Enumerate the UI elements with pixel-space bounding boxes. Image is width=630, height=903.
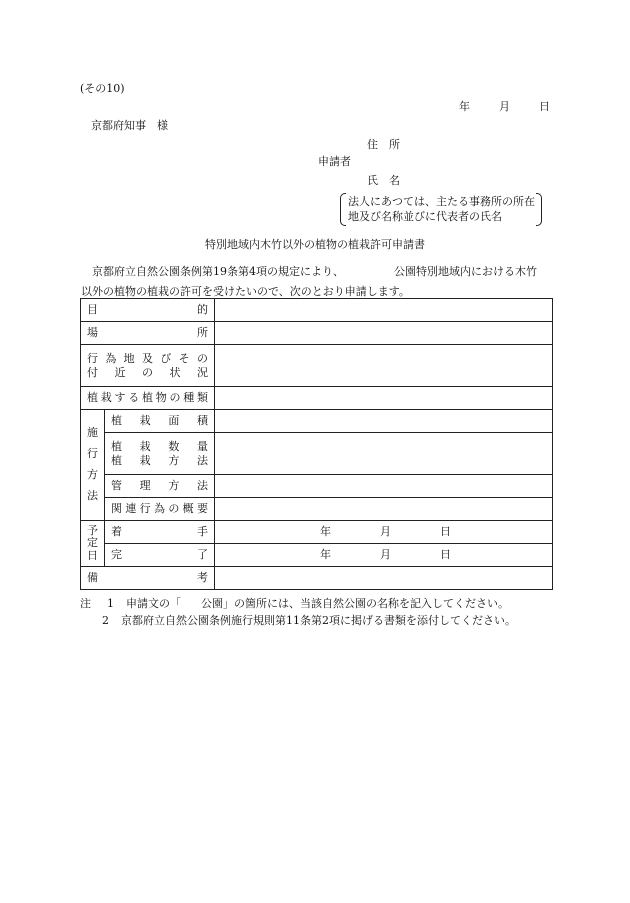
- date-month: 月: [499, 100, 510, 113]
- label-char: 備: [87, 571, 98, 585]
- label-char: 植: [87, 391, 98, 405]
- start-label: [111, 525, 208, 538]
- note-1-number: 1: [107, 597, 114, 610]
- remarks-value[interactable]: [215, 567, 553, 590]
- vertical-char: 行: [87, 447, 98, 461]
- location-value[interactable]: [215, 322, 553, 345]
- label-char: 所: [197, 326, 208, 340]
- label-char: 連: [125, 502, 137, 516]
- label-char: す: [114, 391, 126, 405]
- document-title: 特別地域内木竹以外の植物の植栽許可申請書: [205, 238, 425, 251]
- start-year-unit: 年: [320, 525, 331, 539]
- planting-quantity-label: [111, 440, 208, 453]
- label-char: 行: [87, 352, 98, 366]
- label-char: の: [169, 391, 181, 405]
- row-plant-types: [81, 387, 553, 410]
- vertical-char: 施: [87, 426, 98, 440]
- completion-label-cell: [105, 544, 215, 567]
- start-date: [221, 525, 546, 538]
- bracket-right: [536, 193, 542, 226]
- label-char: 的: [197, 303, 208, 317]
- label-char: 栽: [139, 414, 151, 428]
- row-remarks: [81, 567, 553, 590]
- schedule-group-label: [81, 521, 105, 567]
- form-number: (その10): [80, 82, 125, 95]
- date-line: [459, 100, 550, 113]
- row-related-overview: [81, 498, 553, 521]
- remarks-label-cell: [81, 567, 215, 590]
- label-char: の: [142, 365, 153, 379]
- location-label: [87, 326, 208, 339]
- planting-quantity-method-label-cell: [105, 433, 215, 475]
- label-char: 数: [168, 440, 180, 454]
- site-status-value[interactable]: [215, 345, 553, 387]
- label-char: る: [128, 391, 140, 405]
- note-2: [102, 614, 516, 627]
- note-1: [80, 597, 509, 610]
- label-char: そ: [178, 352, 190, 366]
- label-char: の: [196, 352, 208, 366]
- site-status-label-line-2: [87, 366, 208, 379]
- applicant-label: 申請者: [318, 155, 351, 168]
- label-char: の: [168, 502, 180, 516]
- label-char: び: [160, 352, 172, 366]
- label-char: 目: [87, 303, 98, 317]
- label-char: 了: [197, 548, 208, 562]
- label-char: 法: [196, 453, 208, 467]
- label-char: 方: [168, 479, 180, 493]
- label-char: 植: [111, 453, 122, 467]
- label-char: 及: [141, 352, 153, 366]
- planting-method-label: [111, 454, 208, 467]
- plant-types-label: [87, 391, 208, 404]
- purpose-value[interactable]: [215, 299, 553, 322]
- name-label: 氏 名: [367, 174, 400, 187]
- application-form-table: [80, 298, 553, 590]
- note-1-text-a: 申請文の「: [126, 597, 181, 610]
- purpose-label: [87, 303, 208, 316]
- label-char: 為: [105, 352, 117, 366]
- vertical-char: 法: [87, 488, 98, 502]
- row-planting-quantity-method: [81, 433, 553, 475]
- related-overview-label-cell: [105, 498, 215, 521]
- label-char: 類: [197, 391, 208, 405]
- date-day: 日: [539, 100, 550, 113]
- label-char: 積: [196, 414, 208, 428]
- address-label: 住 所: [367, 138, 400, 151]
- completion-month-unit: 月: [380, 548, 391, 562]
- label-char: 関: [111, 502, 122, 516]
- label-char: 種: [183, 391, 195, 405]
- plant-types-label-cell: [81, 387, 215, 410]
- body-line-1a: 京都府立自然公園条例第19条第4項の規定により、: [92, 265, 344, 278]
- label-char: 地: [123, 352, 135, 366]
- remarks-label: [87, 571, 208, 584]
- label-char: 場: [87, 326, 98, 340]
- corporate-note-line-1: 法人にあつては、主たる事務所の所在: [348, 195, 535, 208]
- body-paragraph: [81, 262, 553, 302]
- completion-day-unit: 日: [440, 548, 451, 562]
- label-char: 法: [196, 479, 208, 493]
- planting-quantity-method-value[interactable]: [215, 433, 553, 475]
- related-overview-label: [111, 502, 208, 515]
- planting-area-value[interactable]: [215, 410, 553, 433]
- related-overview-value[interactable]: [215, 498, 553, 521]
- label-char: 物: [155, 391, 167, 405]
- row-purpose: [81, 299, 553, 322]
- label-char: 完: [111, 548, 122, 562]
- completion-year-unit: 年: [320, 548, 331, 562]
- row-site-status: [81, 345, 553, 387]
- label-char: 栽: [139, 453, 151, 467]
- note-1-text-b: 公園」の箇所には、当該自然公園の名称を記入してください。: [201, 597, 509, 610]
- row-management-method: [81, 475, 553, 498]
- start-label-cell: [105, 521, 215, 544]
- label-char: 植: [111, 414, 122, 428]
- label-char: 行: [139, 502, 151, 516]
- management-method-label-cell: [105, 475, 215, 498]
- start-day-unit: 日: [440, 525, 451, 539]
- row-location: [81, 322, 553, 345]
- label-char: 近: [114, 365, 126, 379]
- management-method-value[interactable]: [215, 475, 553, 498]
- planting-area-label: [111, 414, 208, 427]
- plant-types-value[interactable]: [215, 387, 553, 410]
- bracket-left: [340, 193, 346, 226]
- corporate-note-bracket: [340, 193, 542, 226]
- label-char: 着: [111, 525, 122, 539]
- label-char: 付: [87, 365, 98, 379]
- label-char: 管: [111, 479, 122, 493]
- site-status-label-cell: [81, 345, 215, 387]
- label-char: 手: [197, 525, 208, 539]
- label-char: 要: [196, 502, 208, 516]
- vertical-char: 予: [87, 523, 98, 537]
- site-status-label-line-1: [87, 352, 208, 365]
- completion-label: [111, 548, 208, 561]
- start-month-unit: 月: [380, 525, 391, 539]
- label-char: 状: [169, 365, 181, 379]
- vertical-char: 定: [87, 536, 98, 550]
- label-char: 概: [182, 502, 194, 516]
- label-char: 況: [197, 365, 208, 379]
- vertical-char: 日: [87, 548, 98, 562]
- note-label: 注: [80, 597, 91, 610]
- addressee: 京都府知事 様: [91, 119, 168, 132]
- management-method-label: [111, 479, 208, 492]
- row-planting-area: [81, 410, 553, 433]
- location-label-cell: [81, 322, 215, 345]
- label-char: 栽: [100, 391, 112, 405]
- completion-date: [221, 548, 546, 561]
- label-char: 面: [168, 414, 180, 428]
- completion-date-cell[interactable]: [215, 544, 553, 567]
- vertical-char: 方: [87, 468, 98, 481]
- start-date-cell[interactable]: [215, 521, 553, 544]
- label-char: 為: [153, 502, 165, 516]
- row-completion: [81, 544, 553, 567]
- date-year: 年: [459, 100, 470, 113]
- body-line-2: 以外の植物の植栽の許可を受けたいので、次のとおり申請します。: [81, 285, 410, 298]
- label-char: 植: [142, 391, 153, 405]
- label-char: 考: [197, 571, 208, 585]
- label-char: 植: [111, 440, 122, 454]
- note-2-number: 2: [102, 614, 109, 627]
- label-char: 栽: [139, 440, 151, 454]
- label-char: 理: [139, 479, 151, 493]
- planting-area-label-cell: [105, 410, 215, 433]
- label-char: 量: [196, 440, 208, 454]
- purpose-label-cell: [81, 299, 215, 322]
- row-start: [81, 521, 553, 544]
- body-line-1b: 公園特別地域内における木竹: [394, 265, 537, 278]
- corporate-note-line-2: 地及び名称並びに代表者の氏名: [348, 210, 502, 223]
- label-char: 方: [168, 453, 180, 467]
- method-group-label: [81, 410, 105, 521]
- note-2-text: 京都府立自然公園条例施行規則第11条第2項に掲げる書類を添付してください。: [121, 614, 516, 627]
